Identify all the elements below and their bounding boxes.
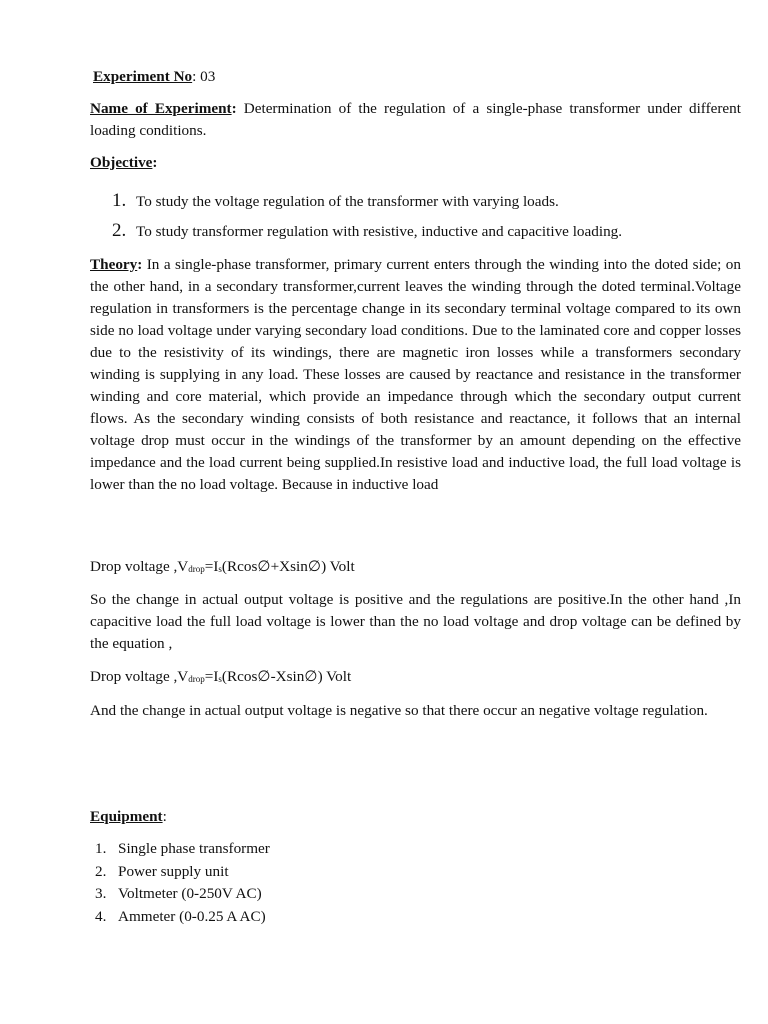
equation-subscript-s: s <box>218 674 222 684</box>
equipment-item <box>95 906 270 929</box>
objective-item-text: To study the voltage regulation of the transformer with varying loads. <box>136 193 559 210</box>
objective-list <box>112 186 732 246</box>
experiment-number-value: 03 <box>200 68 216 85</box>
negative-regulation-paragraph: And the change in actual output voltage is negative so that there occur an negative voltage regulation. <box>90 702 708 719</box>
equation-rest: (Rcos∅-Xsin∅) Volt <box>221 668 352 685</box>
equation-mid: =I <box>204 668 219 685</box>
experiment-number-label: Experiment No <box>93 68 193 85</box>
name-of-experiment-text: Determination of the regulation of a single-phase transformer under different loading conditions. <box>90 100 741 139</box>
theory-label: Theory <box>90 256 138 273</box>
equipment-heading-colon: : <box>162 808 167 825</box>
equipment-item-number: 1. <box>95 840 107 857</box>
name-of-experiment-paragraph <box>90 98 741 142</box>
objective-item-number: 1. <box>112 190 127 211</box>
experiment-number-line <box>93 66 744 88</box>
objective-heading-label: Objective <box>90 154 153 171</box>
equipment-item-number: 3. <box>95 885 107 902</box>
name-of-experiment-separator: : <box>231 100 244 117</box>
equation-prefix: Drop voltage ,V <box>90 668 189 685</box>
equipment-item-number: 4. <box>95 907 107 925</box>
objective-heading <box>90 152 741 174</box>
equipment-item-number: 2. <box>95 862 107 880</box>
equipment-heading-label: Equipment <box>90 808 163 825</box>
drop-voltage-equation-inductive <box>90 556 741 578</box>
name-of-experiment-label: Name of Experiment <box>90 100 232 117</box>
objective-item-number: 2. <box>112 220 127 241</box>
objective-item-text: To study transformer regulation with resistive, inductive and capacitive loading. <box>136 223 623 240</box>
equipment-item-text: Ammeter (0-0.25 A AC) <box>118 907 266 925</box>
equation-subscript-drop: drop <box>188 674 205 684</box>
equation-rest: (Rcos∅+Xsin∅) Volt <box>221 558 355 575</box>
objective-heading-colon: : <box>152 154 158 171</box>
drop-voltage-equation-capacitive <box>90 666 741 688</box>
equipment-item-text: Voltmeter (0-250V AC) <box>118 885 262 902</box>
theory-paragraph <box>90 254 741 496</box>
equation-subscript-drop: drop <box>188 564 205 574</box>
equipment-item <box>95 883 270 906</box>
equipment-item <box>95 838 270 861</box>
equipment-item-text: Power supply unit <box>118 862 229 880</box>
equipment-item <box>95 861 270 884</box>
equipment-item-text: Single phase transformer <box>118 840 270 857</box>
equipment-list <box>95 838 270 928</box>
equation-prefix: Drop voltage ,V <box>90 558 189 575</box>
equation-mid: =I <box>204 558 219 575</box>
positive-regulation-paragraph: So the change in actual output voltage is positive and the regulations are positive.In the other hand ,In capacitive load the full load voltage is lower than the no load voltage and drop voltage can be defined by the equation , <box>90 591 741 652</box>
experiment-number-separator: : <box>192 68 201 85</box>
objective-item <box>112 216 732 246</box>
theory-text: In a single-phase transformer, primary current enters through the winding into the doted side; on the other hand, in a secondary transformer,current leaves the winding through the doted terminal.Voltage regulation in transformers is the percentage change in its secondary terminal voltage compared to its own side no load voltage under varying secondary load conditions. Due to the laminated core and copper losses due to the resistivity of its windings, there are magnetic iron losses while a transformers secondary winding is supplying in any load. These losses are caused by reactance and resistance in the transformer winding and core material, which provide an impedance through which the secondary output current flows. As the secondary winding consists of both resistance and reactance, it follows that an internal voltage drop must occur in the windings of the transformer by an amount depending on the effective impedance and the load current being supplied.In resistive load and inductive load, the full load voltage is lower than the no load voltage. Because in inductive load <box>90 256 741 493</box>
equation-subscript-s: s <box>218 564 222 574</box>
objective-item <box>112 186 732 216</box>
equipment-heading <box>90 806 741 828</box>
theory-colon: : <box>137 256 143 273</box>
